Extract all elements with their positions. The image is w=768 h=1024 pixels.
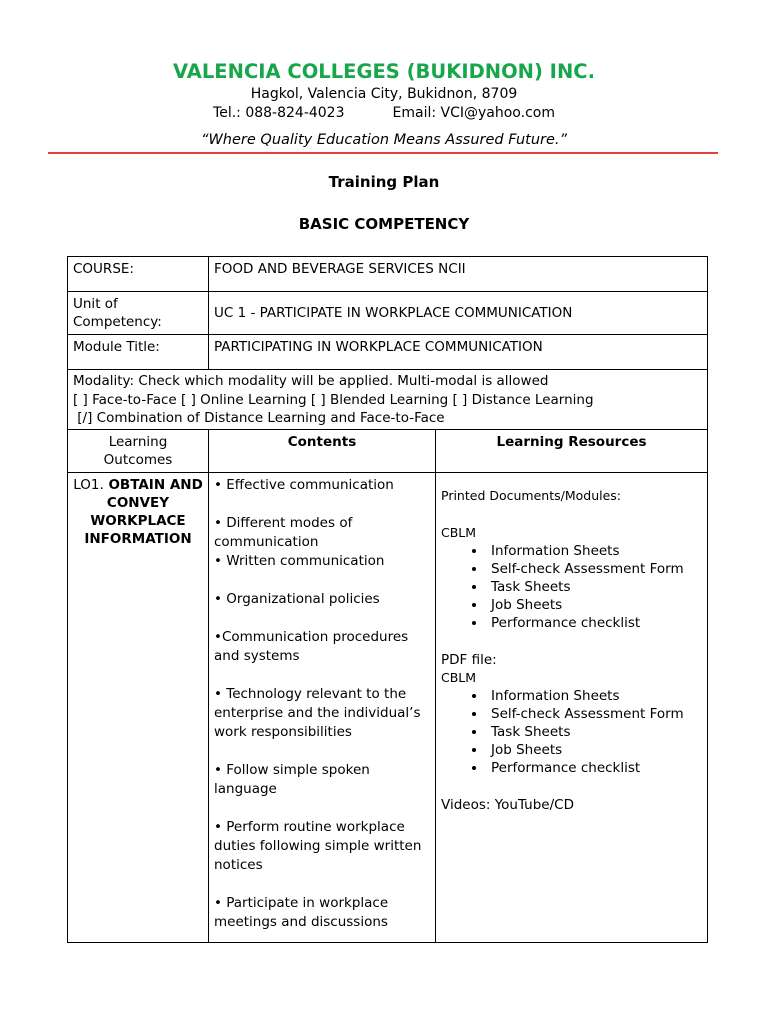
printed-item: • Job Sheets <box>487 596 702 614</box>
modality-selected: [/] Combination of Distance Learning and Face-to-Face <box>73 410 445 426</box>
content-item: • Participate in workplace meetings and discussions <box>214 894 389 930</box>
pdf-heading: PDF file: <box>441 651 497 668</box>
content-item: •Communication procedures and systems <box>214 628 409 664</box>
content-item: • Perform routine workplace duties following simple written notices <box>214 818 422 873</box>
printed-item: • Performance checklist <box>487 614 702 632</box>
pdf-cblm: CBLM <box>441 669 477 685</box>
modality-instruction: Modality: Check which modality will be applied. Multi-modal is allowed <box>73 373 549 389</box>
content-item: • Technology relevant to the enterprise and the individual’s work responsibilities <box>214 685 421 740</box>
lo1-cell <box>68 472 209 942</box>
training-plan-title: Training Plan <box>328 173 440 191</box>
header-contents: Contents <box>209 429 436 472</box>
unit-value: UC 1 - PARTICIPATE IN WORKPLACE COMMUNICATION <box>209 292 708 335</box>
pdf-item: • Job Sheets <box>487 741 702 759</box>
content-item: • Organizational policies <box>214 590 380 607</box>
printed-list <box>441 542 702 632</box>
printed-item: • Self-check Assessment Form <box>487 560 702 578</box>
pdf-item: • Self-check Assessment Form <box>487 705 702 723</box>
content-item: • Follow simple spoken language <box>214 761 370 797</box>
unit-label: Unit of Competency: <box>68 292 209 335</box>
org-name: VALENCIA COLLEGES (BUKIDNON) INC. <box>173 60 595 83</box>
modality-options: [ ] Face-to-Face [ ] Online Learning [ ] Blended Learning [ ] Distance Learning <box>73 391 594 408</box>
printed-item: • Information Sheets <box>487 542 702 560</box>
module-label: Module Title: <box>68 335 209 370</box>
modality-row <box>68 370 708 430</box>
content-item: • Written communication <box>214 552 385 569</box>
pdf-item: • Information Sheets <box>487 687 702 705</box>
org-email: Email: VCI@yahoo.com <box>392 105 555 121</box>
org-tel: Tel.: 088-824-4023 <box>213 105 345 121</box>
contents-cell <box>209 472 436 942</box>
lo1-number: LO1. <box>73 476 104 493</box>
header-outcomes: Learning Outcomes <box>68 429 209 472</box>
module-value: PARTICIPATING IN WORKPLACE COMMUNICATION <box>209 335 708 370</box>
module-row <box>68 335 708 370</box>
unit-row <box>68 292 708 335</box>
printed-heading: Printed Documents/Modules: <box>441 487 622 503</box>
pdf-item: • Task Sheets <box>487 723 702 741</box>
content-item: • Different modes of communication <box>214 514 353 550</box>
printed-item: • Task Sheets <box>487 578 702 596</box>
course-label: COURSE: <box>68 257 209 292</box>
printed-cblm: CBLM <box>441 524 477 540</box>
training-plan-table <box>67 256 708 943</box>
header-resources: Learning Resources <box>436 429 708 472</box>
header-divider <box>48 152 718 154</box>
table-header-row <box>68 429 708 472</box>
videos-resource: Videos: YouTube/CD <box>441 796 574 813</box>
course-row <box>68 257 708 292</box>
content-item: • Effective communication <box>214 476 394 493</box>
lo1-row <box>68 472 708 942</box>
org-contact <box>0 105 768 121</box>
resources-cell <box>436 472 708 942</box>
course-value: FOOD AND BEVERAGE SERVICES NCII <box>209 257 708 292</box>
org-address: Hagkol, Valencia City, Bukidnon, 8709 <box>250 86 518 102</box>
competency-title: BASIC COMPETENCY <box>298 215 470 233</box>
pdf-list <box>441 687 702 777</box>
org-motto: “Where Quality Education Means Assured Future.” <box>200 132 568 148</box>
pdf-item: • Performance checklist <box>487 759 702 777</box>
lo1-title: OBTAIN AND CONVEY WORKPLACE INFORMATION <box>84 476 203 547</box>
